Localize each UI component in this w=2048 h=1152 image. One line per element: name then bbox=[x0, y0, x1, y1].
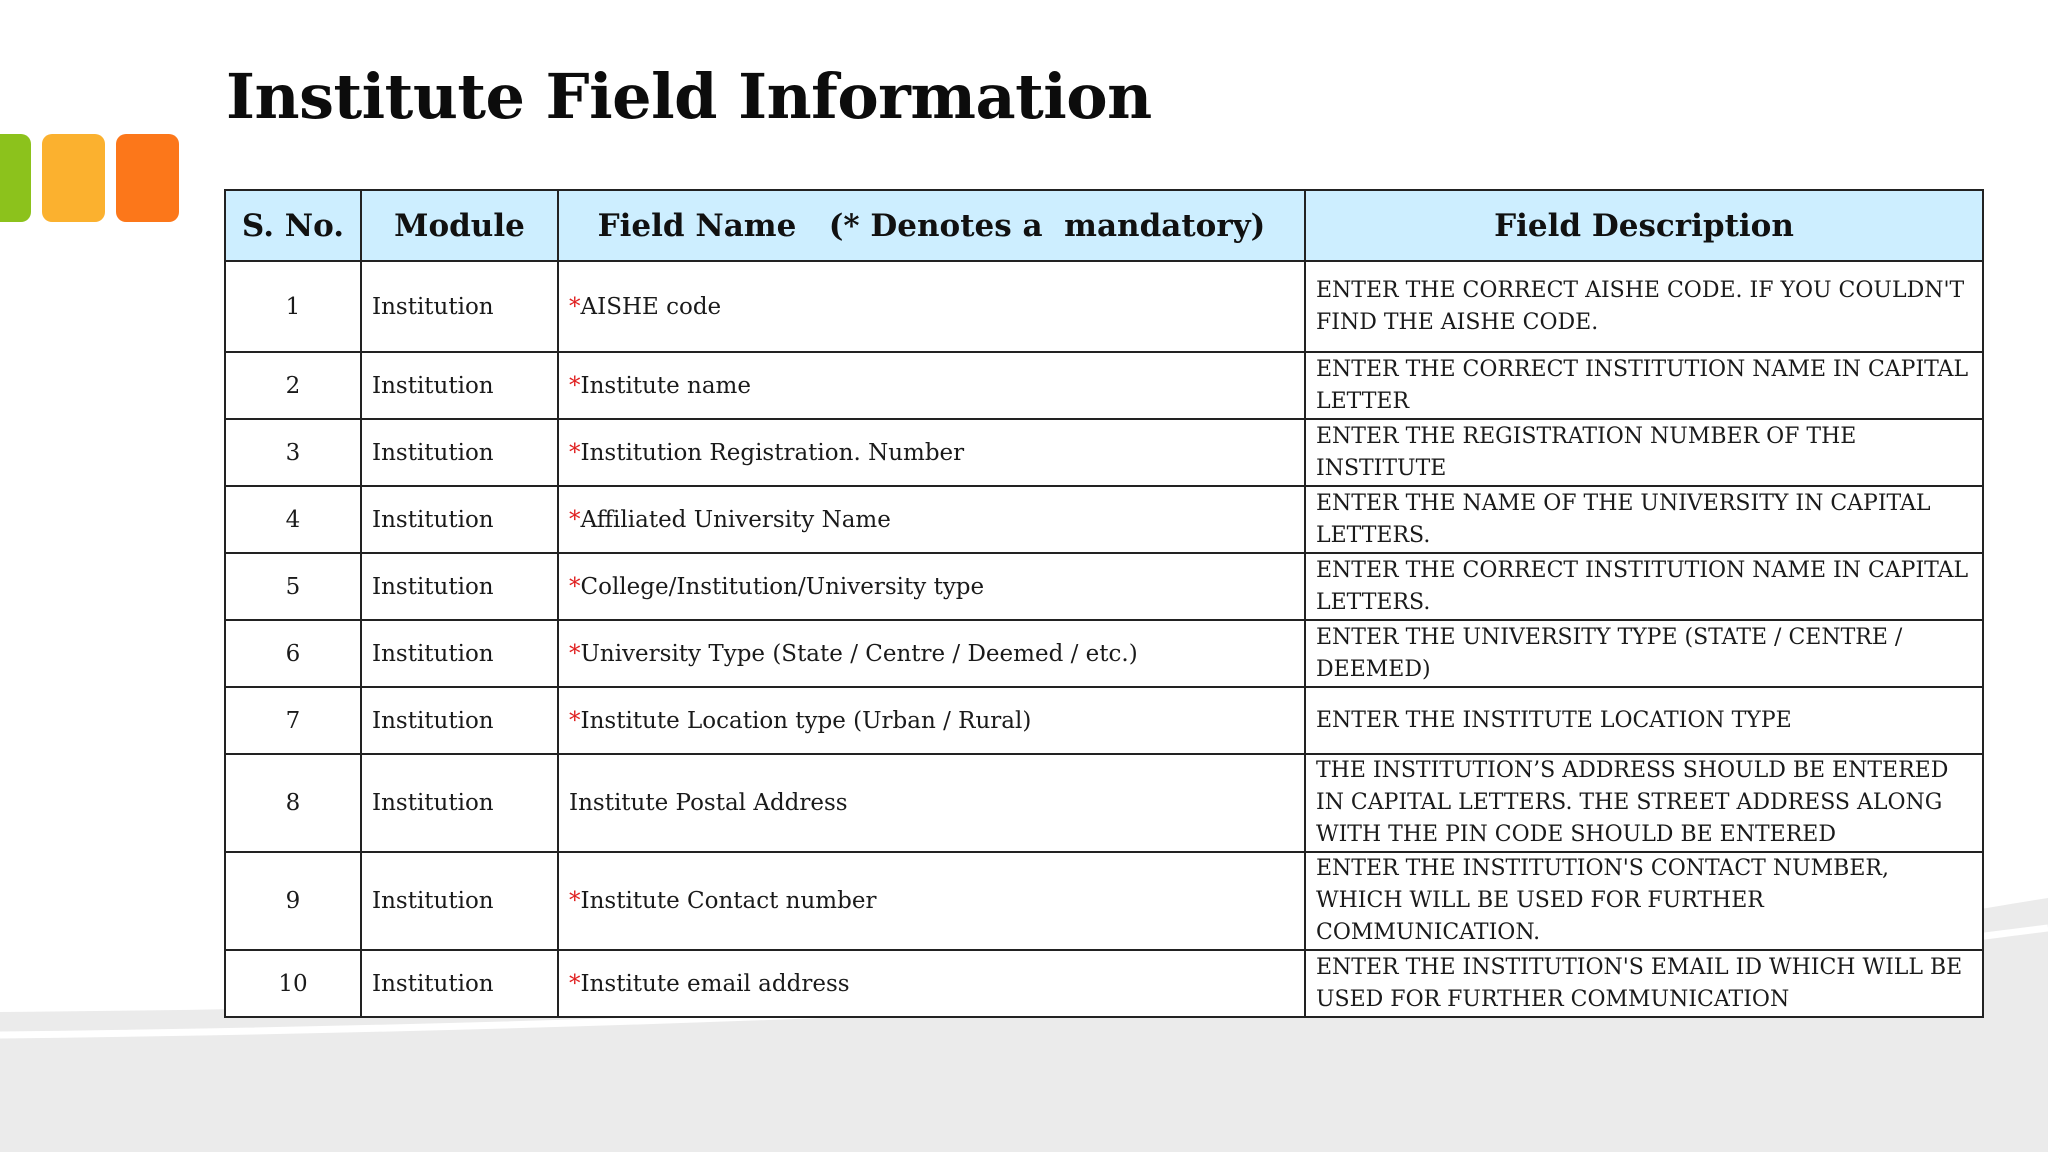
field-name-text: Affiliated University Name bbox=[580, 506, 891, 533]
mandatory-asterisk: * bbox=[569, 970, 581, 997]
cell-field-description: THE INSTITUTION’S ADDRESS SHOULD BE ENTERED IN CAPITAL LETTERS. THE STREET ADDRESS ALONG WITH THE PIN CODE SHOULD BE ENTERED bbox=[1305, 754, 1983, 852]
table-row bbox=[225, 486, 1983, 553]
page-title: Institute Field Information bbox=[226, 60, 1152, 133]
cell-module: Institution bbox=[361, 553, 558, 620]
cell-field-description: ENTER THE INSTITUTION'S CONTACT NUMBER, WHICH WILL BE USED FOR FURTHER COMMUNICATION. bbox=[1305, 852, 1983, 950]
cell-sno: 2 bbox=[225, 352, 361, 419]
cell-field-description: ENTER THE CORRECT AISHE CODE. IF YOU COULDN'T FIND THE AISHE CODE. bbox=[1305, 261, 1983, 352]
mandatory-asterisk: * bbox=[569, 573, 581, 600]
mandatory-asterisk: * bbox=[569, 293, 581, 320]
field-info-table bbox=[224, 189, 1984, 1018]
field-name-text: College/Institution/University type bbox=[580, 573, 985, 600]
table-row bbox=[225, 950, 1983, 1017]
cell-field-name bbox=[558, 687, 1305, 754]
mandatory-asterisk: * bbox=[569, 506, 581, 533]
table-row bbox=[225, 261, 1983, 352]
mandatory-asterisk: * bbox=[569, 439, 581, 466]
cell-module: Institution bbox=[361, 950, 558, 1017]
cell-module: Institution bbox=[361, 620, 558, 687]
cell-field-name bbox=[558, 419, 1305, 486]
cell-module: Institution bbox=[361, 352, 558, 419]
header-field-description: Field Description bbox=[1305, 190, 1983, 261]
cell-field-description: ENTER THE INSTITUTE LOCATION TYPE bbox=[1305, 687, 1983, 754]
cell-field-name bbox=[558, 553, 1305, 620]
cell-sno: 7 bbox=[225, 687, 361, 754]
header-sno: S. No. bbox=[225, 190, 361, 261]
cell-sno: 5 bbox=[225, 553, 361, 620]
table-header-row bbox=[225, 190, 1983, 261]
cell-field-name bbox=[558, 852, 1305, 950]
deco-square-yellow bbox=[42, 134, 105, 222]
cell-sno: 6 bbox=[225, 620, 361, 687]
field-name-text: AISHE code bbox=[580, 293, 722, 320]
cell-field-description: ENTER THE CORRECT INSTITUTION NAME IN CAPITAL LETTER bbox=[1305, 352, 1983, 419]
cell-module: Institution bbox=[361, 419, 558, 486]
cell-field-description: ENTER THE NAME OF THE UNIVERSITY IN CAPITAL LETTERS. bbox=[1305, 486, 1983, 553]
field-name-text: Institute Contact number bbox=[580, 888, 877, 914]
cell-module: Institution bbox=[361, 261, 558, 352]
cell-module: Institution bbox=[361, 852, 558, 950]
cell-module: Institution bbox=[361, 486, 558, 553]
cell-field-name bbox=[558, 486, 1305, 553]
table-row bbox=[225, 352, 1983, 419]
cell-field-name bbox=[558, 754, 1305, 852]
table-row bbox=[225, 687, 1983, 754]
deco-square-green bbox=[0, 134, 31, 222]
cell-sno: 8 bbox=[225, 754, 361, 852]
cell-sno: 9 bbox=[225, 852, 361, 950]
field-name-text: Institution Registration. Number bbox=[580, 439, 965, 466]
field-name-text: Institute Postal Address bbox=[569, 790, 848, 816]
cell-sno: 1 bbox=[225, 261, 361, 352]
cell-field-name bbox=[558, 352, 1305, 419]
mandatory-asterisk: * bbox=[569, 707, 581, 734]
cell-module: Institution bbox=[361, 754, 558, 852]
cell-sno: 10 bbox=[225, 950, 361, 1017]
deco-square-orange bbox=[116, 134, 179, 222]
field-name-text: Institute email address bbox=[580, 970, 850, 997]
cell-field-description: ENTER THE CORRECT INSTITUTION NAME IN CAPITAL LETTERS. bbox=[1305, 553, 1983, 620]
cell-field-name bbox=[558, 620, 1305, 687]
cell-field-description: ENTER THE INSTITUTION'S EMAIL ID WHICH WILL BE USED FOR FURTHER COMMUNICATION bbox=[1305, 950, 1983, 1017]
cell-field-name bbox=[558, 261, 1305, 352]
cell-sno: 4 bbox=[225, 486, 361, 553]
header-module: Module bbox=[361, 190, 558, 261]
mandatory-asterisk: * bbox=[569, 888, 581, 914]
table-row bbox=[225, 620, 1983, 687]
mandatory-asterisk: * bbox=[569, 372, 581, 399]
cell-field-description: ENTER THE UNIVERSITY TYPE (STATE / CENTRE / DEEMED) bbox=[1305, 620, 1983, 687]
table-row bbox=[225, 553, 1983, 620]
field-name-text: University Type (State / Centre / Deemed / etc.) bbox=[580, 640, 1138, 667]
field-name-text: Institute Location type (Urban / Rural) bbox=[580, 707, 1032, 734]
field-name-text: Institute name bbox=[580, 372, 751, 399]
header-field-name: Field Name (* Denotes a mandatory) bbox=[558, 190, 1305, 261]
table-row bbox=[225, 754, 1983, 852]
cell-field-name bbox=[558, 950, 1305, 1017]
mandatory-asterisk: * bbox=[569, 640, 581, 667]
cell-module: Institution bbox=[361, 687, 558, 754]
table-row bbox=[225, 852, 1983, 950]
table-row bbox=[225, 419, 1983, 486]
cell-field-description: ENTER THE REGISTRATION NUMBER OF THE INSTITUTE bbox=[1305, 419, 1983, 486]
cell-sno: 3 bbox=[225, 419, 361, 486]
